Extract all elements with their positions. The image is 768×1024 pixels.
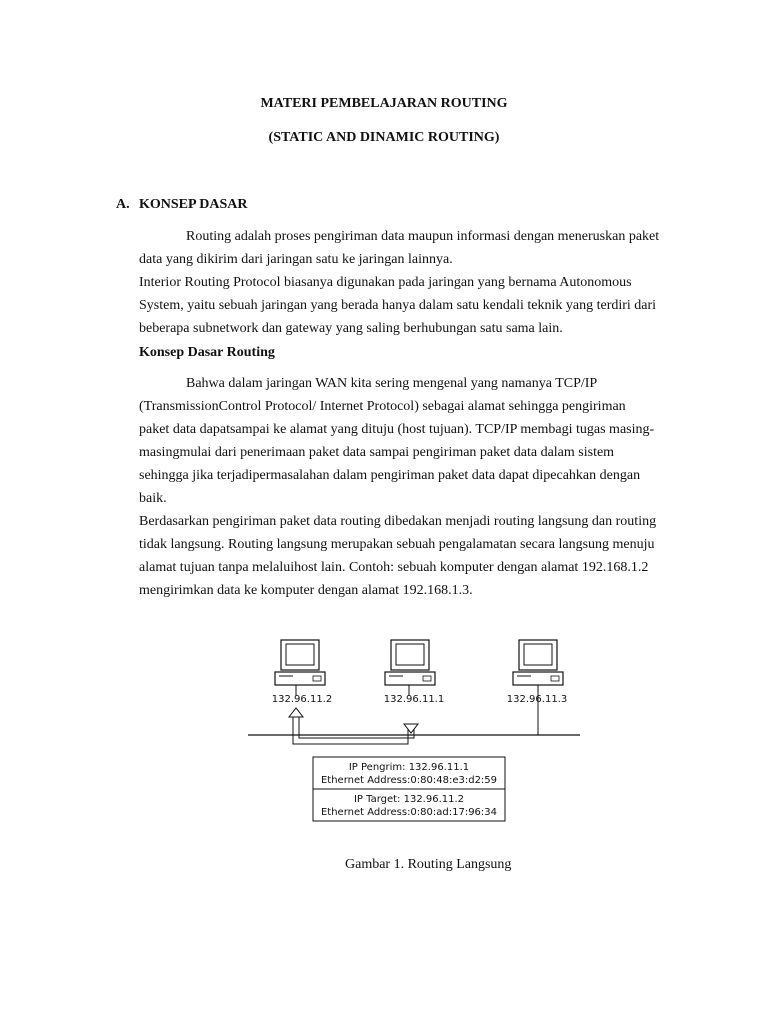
- paragraph-line: beberapa subnetwork dan gateway yang saling berhubungan satu sama lain.: [139, 321, 563, 336]
- computer-icon: [385, 640, 435, 685]
- computer-ip-label: 132.96.11.1: [383, 694, 445, 705]
- computer-ip-label: 132.96.11.3: [506, 694, 568, 705]
- subheading: Konsep Dasar Routing: [139, 345, 275, 360]
- paragraph-line: alamat tujuan tanpa melaluihost lain. Contoh: sebuah komputer dengan alamat 192.168.1.2: [139, 560, 649, 575]
- document-subtitle: (STATIC AND DINAMIC ROUTING): [268, 130, 500, 145]
- paragraph-line: mengirimkan data ke komputer dengan alamat 192.168.1.3.: [139, 583, 473, 598]
- paragraph-line: (TransmissionControl Protocol/ Internet Protocol) sebagai alamat sehingga pengiriman: [139, 399, 626, 414]
- paragraph-line: Bahwa dalam jaringan WAN kita sering mengenal yang namanya TCP/IP: [186, 376, 598, 391]
- figure-caption: Gambar 1. Routing Langsung: [345, 857, 512, 872]
- computer-icon: [275, 640, 325, 685]
- section-marker: A.: [116, 197, 130, 212]
- paragraph-line: sehingga jika terjadipermasalahan dalam pengiriman paket data dapat dipecahkan dengan: [139, 468, 641, 483]
- paragraph-line: Berdasarkan pengiriman paket data routing dibedakan menjadi routing langsung dan routing: [139, 514, 657, 529]
- document-title: MATERI PEMBELAJARAN ROUTING: [260, 96, 508, 111]
- paragraph-line: Interior Routing Protocol biasanya digunakan pada jaringan yang bernama Autonomous: [139, 275, 632, 290]
- source-mac-text: Ethernet Address:0:80:48:e3:d2:59: [320, 775, 498, 786]
- computer-ip-label: 132.96.11.2: [271, 694, 333, 705]
- paragraph-line: baik.: [139, 491, 167, 506]
- paragraph-line: Routing adalah proses pengiriman data maupun informasi dengan meneruskan paket: [186, 229, 660, 244]
- paragraph-line: data yang dikirim dari jaringan satu ke jaringan lainnya.: [139, 252, 453, 267]
- paragraph-line: System, yaitu sebuah jaringan yang berada hanya dalam satu kendali teknik yang terdiri dari: [139, 298, 657, 313]
- target-ip-text: IP Target: 132.96.11.2: [353, 794, 465, 805]
- computer-icon: [513, 640, 563, 685]
- paragraph-line: tidak langsung. Routing langsung merupakan sebuah pengalamatan secara langsung menuju: [139, 537, 655, 552]
- paragraph-line: masingmulai dari penerimaan paket data sampai pengiriman paket data dalam sistem: [139, 445, 615, 460]
- data-transfer-arrow: [289, 708, 418, 744]
- paragraph-line: paket data dapatsampai ke alamat yang dituju (host tujuan). TCP/IP membagi tugas masing-: [139, 422, 655, 437]
- network-diagram: [246, 638, 582, 824]
- target-mac-text: Ethernet Address:0:80:ad:17:96:34: [320, 807, 498, 818]
- source-ip-text: IP Pengrim: 132.96.11.1: [348, 762, 470, 773]
- section-heading: KONSEP DASAR: [139, 197, 248, 212]
